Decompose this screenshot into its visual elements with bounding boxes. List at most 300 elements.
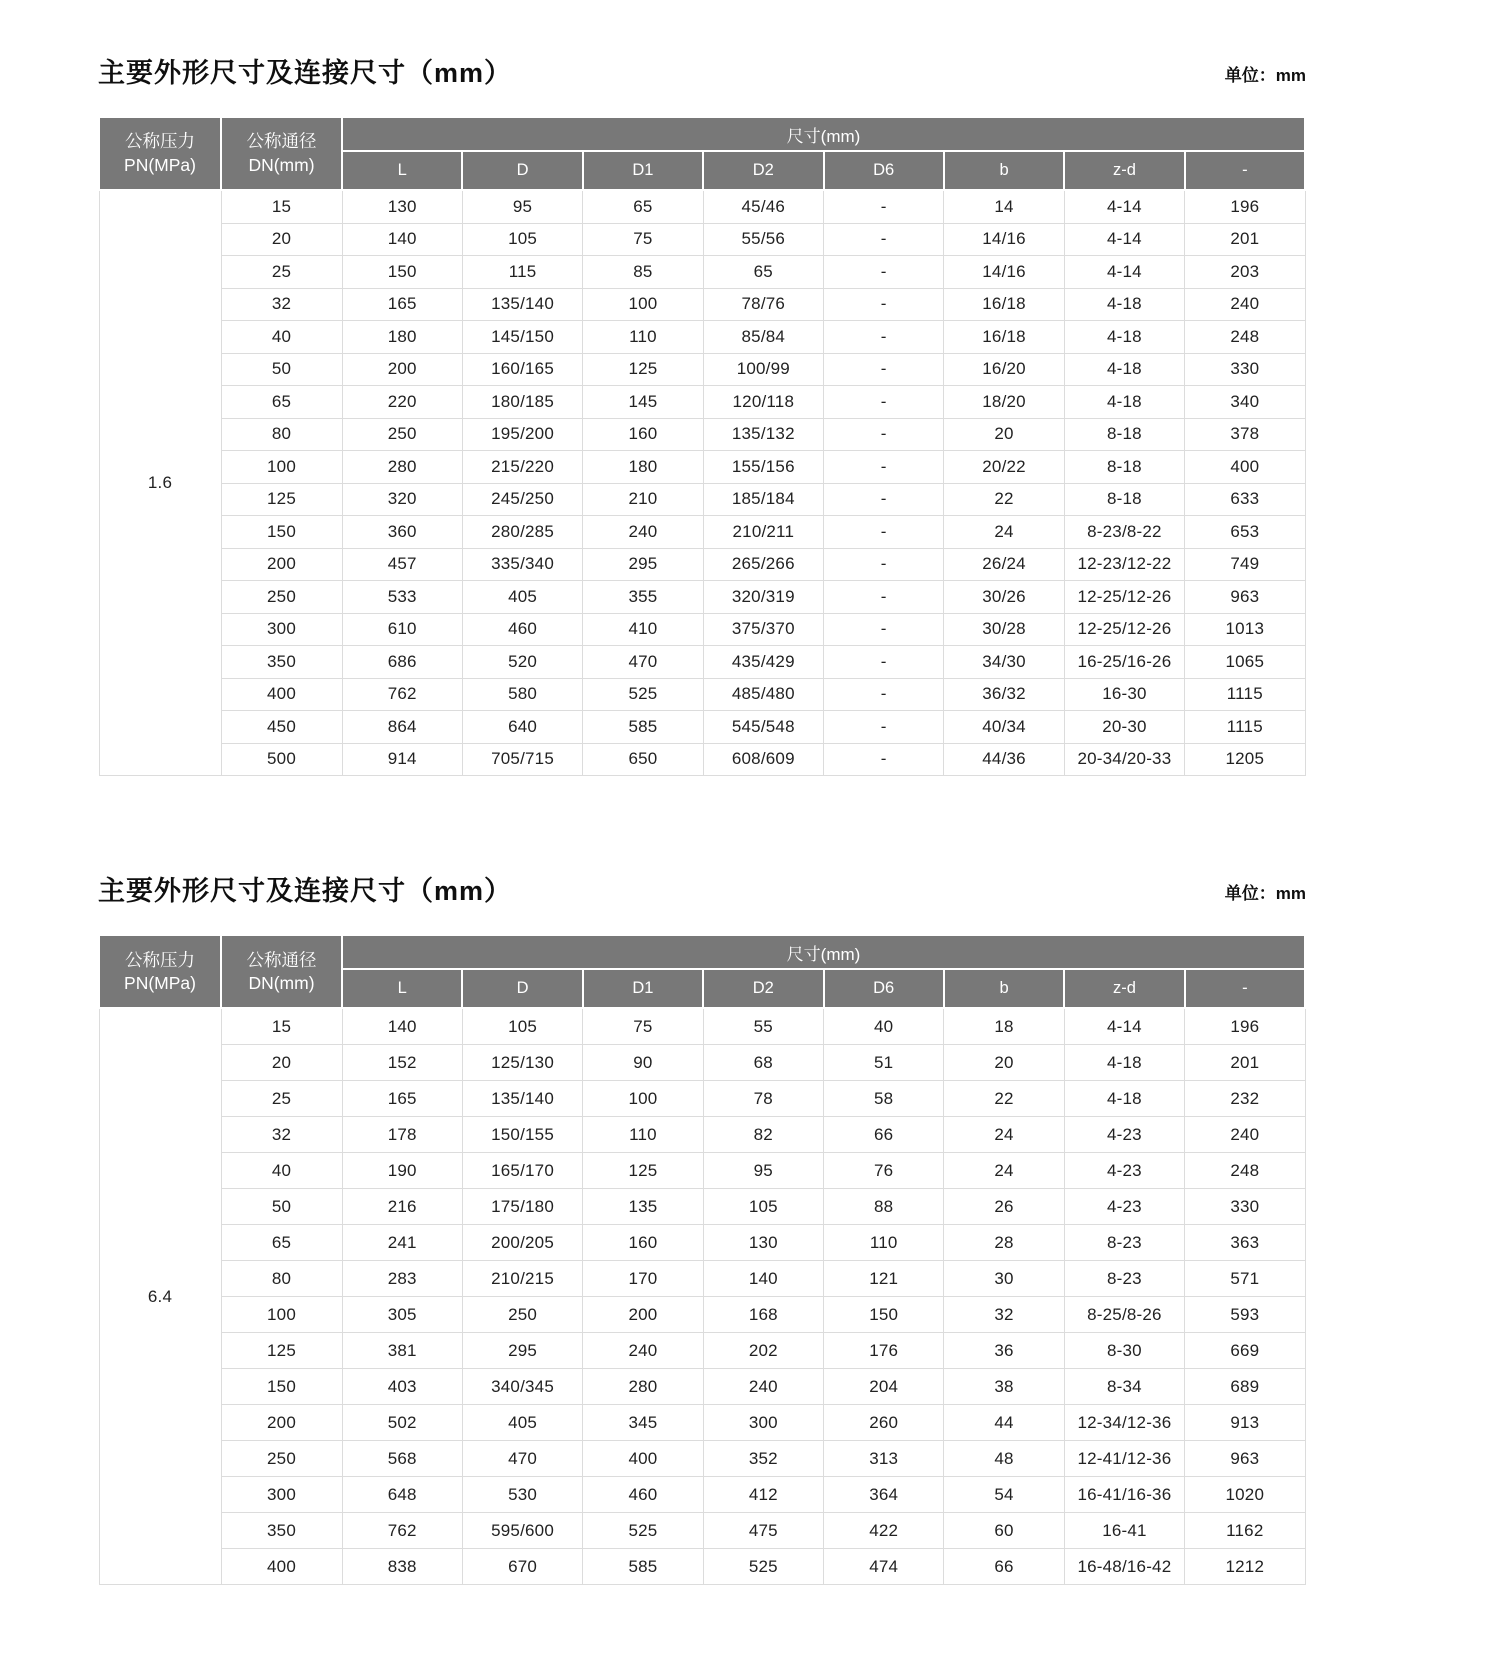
table-cell: 75 xyxy=(583,1008,703,1045)
table-cell: 364 xyxy=(824,1477,944,1513)
dn-value: 350 xyxy=(221,646,342,679)
table-cell: 340/345 xyxy=(462,1369,582,1405)
table-row xyxy=(99,288,1305,321)
table-cell: 1065 xyxy=(1185,646,1305,679)
table-cell: 378 xyxy=(1185,418,1305,451)
table-cell: 363 xyxy=(1185,1225,1305,1261)
table-row xyxy=(99,1369,1305,1405)
table-cell: 12-41/12-36 xyxy=(1064,1441,1184,1477)
table-cell: 585 xyxy=(583,1549,703,1585)
table-row xyxy=(99,1405,1305,1441)
table-cell: 28 xyxy=(944,1225,1064,1261)
table-cell: 320/319 xyxy=(703,581,823,614)
table-cell: 12-25/12-26 xyxy=(1064,581,1184,614)
dn-value: 40 xyxy=(221,1153,342,1189)
table-cell: 195/200 xyxy=(462,418,582,451)
table-cell: 78/76 xyxy=(703,288,823,321)
table-cell: 190 xyxy=(342,1153,462,1189)
table-cell: 176 xyxy=(824,1333,944,1369)
table-cell: 360 xyxy=(342,516,462,549)
table-cell: - xyxy=(824,711,944,744)
section-title: 主要外形尺寸及连接尺寸（mm） xyxy=(98,876,513,907)
table-cell: 260 xyxy=(824,1405,944,1441)
table-cell: 762 xyxy=(342,1513,462,1549)
table-cell: 749 xyxy=(1185,548,1305,581)
table-cell: 38 xyxy=(944,1369,1064,1405)
table-cell: 36/32 xyxy=(944,678,1064,711)
table-cell: 305 xyxy=(342,1297,462,1333)
table-cell: 20-30 xyxy=(1064,711,1184,744)
table-cell: 135 xyxy=(583,1189,703,1225)
table-cell: 232 xyxy=(1185,1081,1305,1117)
col-header-diameter xyxy=(221,117,342,190)
table-cell: 410 xyxy=(583,613,703,646)
table-cell: 24 xyxy=(944,1117,1064,1153)
table-cell: 280 xyxy=(583,1369,703,1405)
table-cell: - xyxy=(824,418,944,451)
table-cell: 22 xyxy=(944,1081,1064,1117)
table-cell: 150/155 xyxy=(462,1117,582,1153)
table-cell: 180 xyxy=(583,451,703,484)
table-row xyxy=(99,743,1305,776)
table-cell: 8-18 xyxy=(1064,451,1184,484)
table-cell: 210 xyxy=(583,483,703,516)
table-cell: 48 xyxy=(944,1441,1064,1477)
table-cell: 412 xyxy=(703,1477,823,1513)
table-cell: - xyxy=(824,321,944,354)
table-cell: 60 xyxy=(944,1513,1064,1549)
table-cell: 405 xyxy=(462,1405,582,1441)
table-cell: 435/429 xyxy=(703,646,823,679)
col-header-dash: - xyxy=(1185,969,1305,1008)
table-cell: 30/26 xyxy=(944,581,1064,614)
table-cell: 650 xyxy=(583,743,703,776)
table-cell: 280 xyxy=(342,451,462,484)
table-cell: 838 xyxy=(342,1549,462,1585)
table-cell: 705/715 xyxy=(462,743,582,776)
table-row xyxy=(99,1333,1305,1369)
table-cell: 24 xyxy=(944,1153,1064,1189)
dn-value: 15 xyxy=(221,190,342,223)
table-cell: 32 xyxy=(944,1297,1064,1333)
table-cell: 4-18 xyxy=(1064,1081,1184,1117)
table-cell: 125/130 xyxy=(462,1045,582,1081)
header-line: PN(MPa) xyxy=(124,972,196,993)
section-title: 主要外形尺寸及连接尺寸（mm） xyxy=(98,58,513,88)
col-header-D: D xyxy=(462,151,582,190)
table-row xyxy=(99,1008,1305,1045)
col-header-size-group: 尺寸(mm) xyxy=(342,935,1305,969)
table-cell: 125 xyxy=(583,353,703,386)
table-cell: 240 xyxy=(1185,288,1305,321)
table-cell: 403 xyxy=(342,1369,462,1405)
table-cell: 16-30 xyxy=(1064,678,1184,711)
table-cell: 22 xyxy=(944,483,1064,516)
table-cell: - xyxy=(824,256,944,289)
table-row xyxy=(99,1189,1305,1225)
table-cell: 1115 xyxy=(1185,678,1305,711)
table-cell: 196 xyxy=(1185,1008,1305,1045)
table-cell: 762 xyxy=(342,678,462,711)
table-cell: 8-23 xyxy=(1064,1261,1184,1297)
header-line: DN(mm) xyxy=(248,154,315,175)
table-cell: 405 xyxy=(462,581,582,614)
col-header-D1: D1 xyxy=(583,969,703,1008)
table-cell: 16/18 xyxy=(944,321,1064,354)
table-cell: 8-23 xyxy=(1064,1225,1184,1261)
table-cell: 533 xyxy=(342,581,462,614)
table-cell: - xyxy=(824,483,944,516)
table-cell: 210/215 xyxy=(462,1261,582,1297)
pn-value: 6.4 xyxy=(99,1008,221,1585)
table-cell: 4-14 xyxy=(1064,256,1184,289)
table-row xyxy=(99,483,1305,516)
table-cell: 545/548 xyxy=(703,711,823,744)
table-cell: 240 xyxy=(703,1369,823,1405)
table-cell: 196 xyxy=(1185,190,1305,223)
dn-value: 300 xyxy=(221,1477,342,1513)
table-cell: 115 xyxy=(462,256,582,289)
table-cell: 280/285 xyxy=(462,516,582,549)
header-line: 公称压力 xyxy=(125,131,195,152)
table-cell: 525 xyxy=(703,1549,823,1585)
table-row xyxy=(99,613,1305,646)
table-cell: 914 xyxy=(342,743,462,776)
table-cell: - xyxy=(824,386,944,419)
table-cell: 152 xyxy=(342,1045,462,1081)
table-cell: 16/18 xyxy=(944,288,1064,321)
header-line: DN(mm) xyxy=(248,972,315,993)
col-header-b: b xyxy=(944,151,1064,190)
col-header-size-group: 尺寸(mm) xyxy=(342,117,1305,151)
table-cell: 40 xyxy=(824,1008,944,1045)
table-row xyxy=(99,1045,1305,1081)
table-cell: - xyxy=(824,223,944,256)
table-cell: 220 xyxy=(342,386,462,419)
table-cell: 640 xyxy=(462,711,582,744)
table-cell: 580 xyxy=(462,678,582,711)
unit-label: 单位：mm xyxy=(1224,884,1306,904)
table-cell: 20-34/20-33 xyxy=(1064,743,1184,776)
table-cell: 525 xyxy=(583,1513,703,1549)
header-row-group xyxy=(99,935,1305,969)
table-cell: 457 xyxy=(342,548,462,581)
table-section-pn-6-4 xyxy=(98,876,1306,1585)
table-cell: 14/16 xyxy=(944,223,1064,256)
dn-value: 400 xyxy=(221,678,342,711)
table-cell: 180 xyxy=(342,321,462,354)
table-cell: 913 xyxy=(1185,1405,1305,1441)
header-line: 公称压力 xyxy=(125,949,195,970)
table-cell: 100 xyxy=(583,1081,703,1117)
table-cell: 963 xyxy=(1185,1441,1305,1477)
table-section-pn-1-6 xyxy=(98,58,1306,776)
table-cell: 352 xyxy=(703,1441,823,1477)
table-cell: 135/140 xyxy=(462,1081,582,1117)
table-cell: 8-30 xyxy=(1064,1333,1184,1369)
table-cell: 100/99 xyxy=(703,353,823,386)
table-cell: 12-25/12-26 xyxy=(1064,613,1184,646)
table-cell: 633 xyxy=(1185,483,1305,516)
table-body xyxy=(99,190,1305,776)
table-cell: 36 xyxy=(944,1333,1064,1369)
table-cell: 313 xyxy=(824,1441,944,1477)
table-cell: 381 xyxy=(342,1333,462,1369)
table-cell: 653 xyxy=(1185,516,1305,549)
table-cell: 4-14 xyxy=(1064,223,1184,256)
table-cell: 474 xyxy=(824,1549,944,1585)
table-cell: 105 xyxy=(462,223,582,256)
table-cell: 135/140 xyxy=(462,288,582,321)
table-cell: 250 xyxy=(462,1297,582,1333)
dn-value: 125 xyxy=(221,1333,342,1369)
dn-value: 20 xyxy=(221,223,342,256)
col-header-zd: z-d xyxy=(1064,151,1184,190)
table-cell: - xyxy=(824,451,944,484)
table-cell: 1115 xyxy=(1185,711,1305,744)
table-cell: - xyxy=(824,548,944,581)
table-cell: 216 xyxy=(342,1189,462,1225)
table-cell: 485/480 xyxy=(703,678,823,711)
table-cell: 689 xyxy=(1185,1369,1305,1405)
table-cell: 963 xyxy=(1185,581,1305,614)
dn-value: 450 xyxy=(221,711,342,744)
dn-value: 300 xyxy=(221,613,342,646)
table-cell: 95 xyxy=(462,190,582,223)
unit-label: 单位：mm xyxy=(1224,66,1306,86)
table-cell: 20/22 xyxy=(944,451,1064,484)
table-cell: 165 xyxy=(342,288,462,321)
col-header-pressure xyxy=(99,935,221,1008)
table-cell: 121 xyxy=(824,1261,944,1297)
table-cell: 120/118 xyxy=(703,386,823,419)
table-cell: 4-18 xyxy=(1064,288,1184,321)
table-row xyxy=(99,581,1305,614)
table-cell: 200/205 xyxy=(462,1225,582,1261)
col-header-D2: D2 xyxy=(703,969,823,1008)
table-row xyxy=(99,418,1305,451)
table-cell: - xyxy=(824,516,944,549)
table-cell: 400 xyxy=(1185,451,1305,484)
table-cell: 248 xyxy=(1185,321,1305,354)
table-cell: 110 xyxy=(824,1225,944,1261)
table-cell: 55/56 xyxy=(703,223,823,256)
table-head xyxy=(99,117,1305,190)
table-cell: 608/609 xyxy=(703,743,823,776)
table-cell: 85 xyxy=(583,256,703,289)
table-cell: 75 xyxy=(583,223,703,256)
table-cell: 530 xyxy=(462,1477,582,1513)
table-row xyxy=(99,1081,1305,1117)
table-cell: 18/20 xyxy=(944,386,1064,419)
table-row xyxy=(99,1549,1305,1585)
table-cell: 300 xyxy=(703,1405,823,1441)
table-cell: 283 xyxy=(342,1261,462,1297)
table-cell: 460 xyxy=(462,613,582,646)
col-header-D1: D1 xyxy=(583,151,703,190)
table-row xyxy=(99,223,1305,256)
table-cell: - xyxy=(824,743,944,776)
dn-value: 32 xyxy=(221,1117,342,1153)
table-cell: - xyxy=(824,646,944,679)
table-cell: 502 xyxy=(342,1405,462,1441)
table-cell: 201 xyxy=(1185,223,1305,256)
table-cell: - xyxy=(824,613,944,646)
dn-value: 15 xyxy=(221,1008,342,1045)
table-cell: 202 xyxy=(703,1333,823,1369)
header-row-group xyxy=(99,117,1305,151)
table-cell: 78 xyxy=(703,1081,823,1117)
dn-value: 80 xyxy=(221,1261,342,1297)
dn-value: 20 xyxy=(221,1045,342,1081)
dn-value: 65 xyxy=(221,1225,342,1261)
table-cell: 34/30 xyxy=(944,646,1064,679)
table-row xyxy=(99,190,1305,223)
table-cell: 8-23/8-22 xyxy=(1064,516,1184,549)
col-header-diameter xyxy=(221,935,342,1008)
table-cell: 375/370 xyxy=(703,613,823,646)
table-cell: 58 xyxy=(824,1081,944,1117)
col-header-D2: D2 xyxy=(703,151,823,190)
header-line: 公称通径 xyxy=(246,949,317,970)
table-cell: 470 xyxy=(462,1441,582,1477)
table-row xyxy=(99,1225,1305,1261)
dn-value: 350 xyxy=(221,1513,342,1549)
table-row xyxy=(99,1297,1305,1333)
table-row xyxy=(99,516,1305,549)
table-cell: 45/46 xyxy=(703,190,823,223)
dn-value: 100 xyxy=(221,1297,342,1333)
table-cell: 90 xyxy=(583,1045,703,1081)
table-row xyxy=(99,1153,1305,1189)
table-cell: 4-18 xyxy=(1064,321,1184,354)
table-cell: 105 xyxy=(462,1008,582,1045)
dn-value: 150 xyxy=(221,516,342,549)
table-cell: 864 xyxy=(342,711,462,744)
dn-value: 25 xyxy=(221,256,342,289)
col-header-L: L xyxy=(342,969,462,1008)
dn-value: 150 xyxy=(221,1369,342,1405)
table-cell: 245/250 xyxy=(462,483,582,516)
table-cell: 54 xyxy=(944,1477,1064,1513)
table-cell: 8-25/8-26 xyxy=(1064,1297,1184,1333)
table-row xyxy=(99,321,1305,354)
table-cell: 155/156 xyxy=(703,451,823,484)
table-cell: 20 xyxy=(944,418,1064,451)
table-cell: 44 xyxy=(944,1405,1064,1441)
table-cell: 24 xyxy=(944,516,1064,549)
table-cell: 475 xyxy=(703,1513,823,1549)
table-cell: 215/220 xyxy=(462,451,582,484)
table-cell: 145 xyxy=(583,386,703,419)
table-cell: 14/16 xyxy=(944,256,1064,289)
table-cell: 150 xyxy=(824,1297,944,1333)
dn-value: 250 xyxy=(221,581,342,614)
dn-value: 32 xyxy=(221,288,342,321)
table-cell: 355 xyxy=(583,581,703,614)
table-row xyxy=(99,678,1305,711)
table-cell: 265/266 xyxy=(703,548,823,581)
table-cell: 16-25/16-26 xyxy=(1064,646,1184,679)
table-body xyxy=(99,1008,1305,1585)
table-cell: 40/34 xyxy=(944,711,1064,744)
dn-value: 50 xyxy=(221,1189,342,1225)
table-cell: 400 xyxy=(583,1441,703,1477)
table-cell: 4-23 xyxy=(1064,1117,1184,1153)
table-cell: - xyxy=(824,678,944,711)
pn-value: 1.6 xyxy=(99,190,221,776)
header-line: 公称通径 xyxy=(246,131,317,152)
table-cell: 320 xyxy=(342,483,462,516)
col-header-b: b xyxy=(944,969,1064,1008)
table-row xyxy=(99,1513,1305,1549)
table-cell: 1162 xyxy=(1185,1513,1305,1549)
dn-value: 400 xyxy=(221,1549,342,1585)
dn-value: 25 xyxy=(221,1081,342,1117)
table-row xyxy=(99,386,1305,419)
table-cell: 330 xyxy=(1185,1189,1305,1225)
col-header-pressure xyxy=(99,117,221,190)
table-cell: 185/184 xyxy=(703,483,823,516)
table-cell: 8-34 xyxy=(1064,1369,1184,1405)
table-cell: 66 xyxy=(944,1549,1064,1585)
table-cell: 105 xyxy=(703,1189,823,1225)
col-header-D: D xyxy=(462,969,582,1008)
table-cell: 200 xyxy=(583,1297,703,1333)
table-cell: 65 xyxy=(583,190,703,223)
table-cell: 178 xyxy=(342,1117,462,1153)
table-cell: 585 xyxy=(583,711,703,744)
table-cell: 4-23 xyxy=(1064,1153,1184,1189)
table-cell: 295 xyxy=(462,1333,582,1369)
dimensions-table-pn-1-6 xyxy=(98,116,1306,776)
dn-value: 125 xyxy=(221,483,342,516)
table-cell: 4-14 xyxy=(1064,190,1184,223)
table-cell: 170 xyxy=(583,1261,703,1297)
table-row xyxy=(99,646,1305,679)
table-cell: 55 xyxy=(703,1008,823,1045)
table-cell: 125 xyxy=(583,1153,703,1189)
col-header-L: L xyxy=(342,151,462,190)
table-cell: 470 xyxy=(583,646,703,679)
table-cell: 4-14 xyxy=(1064,1008,1184,1045)
table-cell: 335/340 xyxy=(462,548,582,581)
table-cell: 8-18 xyxy=(1064,483,1184,516)
table-cell: 210/211 xyxy=(703,516,823,549)
table-cell: - xyxy=(824,190,944,223)
table-cell: 520 xyxy=(462,646,582,679)
table-cell: - xyxy=(824,288,944,321)
table-cell: 4-18 xyxy=(1064,353,1184,386)
table-cell: 240 xyxy=(583,1333,703,1369)
table-cell: 16-41 xyxy=(1064,1513,1184,1549)
table-cell: 686 xyxy=(342,646,462,679)
table-cell: 145/150 xyxy=(462,321,582,354)
table-cell: 669 xyxy=(1185,1333,1305,1369)
table-cell: 12-23/12-22 xyxy=(1064,548,1184,581)
table-cell: 1212 xyxy=(1185,1549,1305,1585)
table-cell: 648 xyxy=(342,1477,462,1513)
table-cell: 180/185 xyxy=(462,386,582,419)
dn-value: 200 xyxy=(221,1405,342,1441)
dimensions-table-pn-6-4 xyxy=(98,934,1306,1585)
table-cell: 200 xyxy=(342,353,462,386)
table-cell: 670 xyxy=(462,1549,582,1585)
table-row xyxy=(99,1117,1305,1153)
table-cell: 140 xyxy=(342,223,462,256)
table-cell: 130 xyxy=(703,1225,823,1261)
table-cell: 65 xyxy=(703,256,823,289)
